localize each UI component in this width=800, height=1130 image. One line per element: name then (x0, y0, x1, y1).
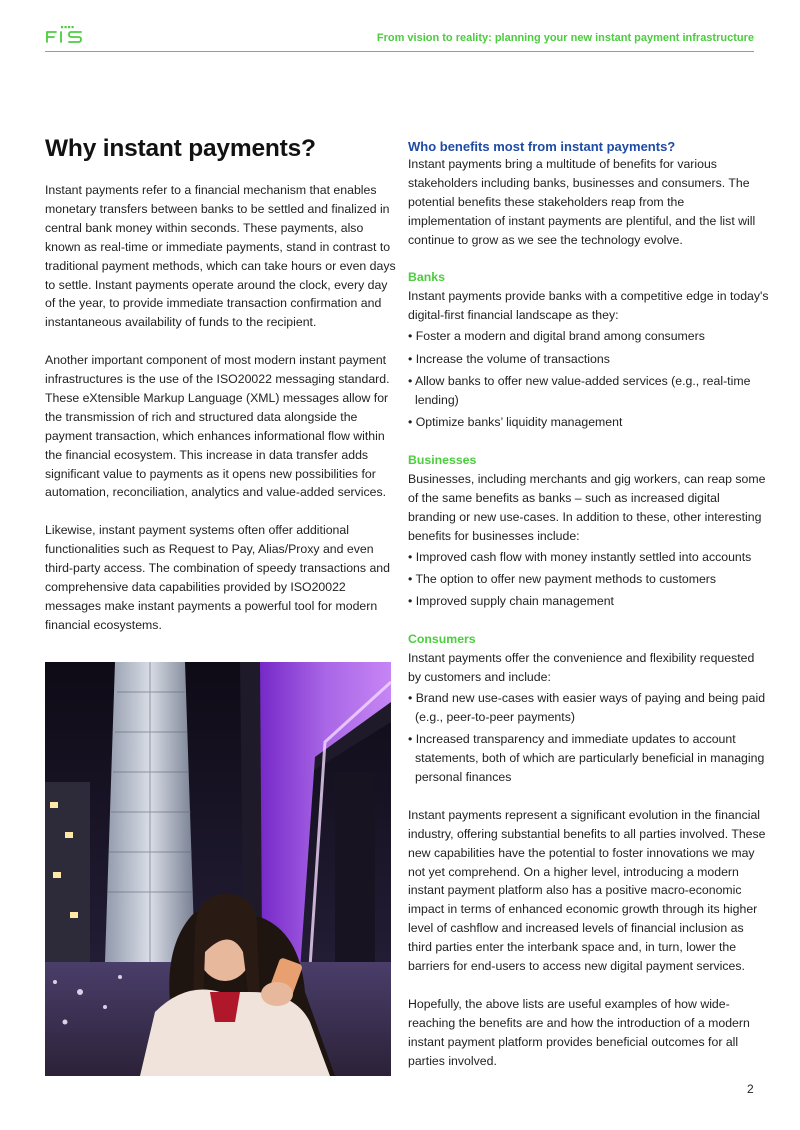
banks-text: Instant payments provide banks with a competitive edge in today's digital-first financial landscape as they: (408, 289, 769, 323)
consumers-list (408, 689, 770, 787)
page-number: 2 (747, 1082, 754, 1096)
header-title: From vision to reality: planning your new instant payment infrastructure (376, 32, 754, 44)
list-item: • Improved cash flow with money instantly settled into accounts (408, 548, 770, 567)
businesses-text: Businesses, including merchants and gig workers, can reap some of the same benefits as banks – such as increased digital branding or new use-cases. In addition to these, other interesting benefits for businesses include: (408, 471, 766, 543)
page-header (45, 24, 754, 52)
list-item: • Increased transparency and immediate updates to account statements, both of which are particularly beneficial in managing personal finances (408, 730, 770, 787)
list-item: • Improved supply chain management (408, 592, 770, 611)
intro-paragraph: Instant payments refer to a financial mechanism that enables monetary transfers between banks to be settled and finalized in central bank money within seconds. These payments, also known as real-time or immediate payments, stand in contrast to traditional payment methods, which can take hours or even days to settle. Instant payments operate around the clock, every day of the year, to provide immediate transaction confirmation and instantaneous availability of funds to the recipient. (45, 183, 396, 330)
consumers-text: Instant payments offer the convenience and flexibility requested by customers and include: (408, 651, 755, 685)
banks-list (408, 327, 770, 432)
conclusion-paragraph: Hopefully, the above lists are useful examples of how wide-reaching the benefits are and how the introduction of a modern instant payment platform provides beneficial outcomes for all parties involved. (408, 996, 750, 1068)
benefits-intro: Instant payments bring a multitude of benefits for various stakeholders including banks, businesses and consumers. The potential benefits these stakeholders reap from the implementation of instant payments are plentiful, and the list will continue to grow as we see the technology evolve. (408, 157, 756, 247)
businesses-list (408, 548, 770, 612)
main-column (45, 132, 397, 635)
fis-logo (45, 24, 85, 46)
benefits-heading: Who benefits most from instant payments? (408, 139, 676, 154)
functionalities-paragraph: Likewise, instant payment systems often offer additional functionalities such as Request to Pay, Alias/Proxy and even third-party access. The combination of speedy transactions and comprehensive data capabilities provided by ISO20022 messages make instant payments a powerful tool for modern financial ecosystems. (45, 523, 390, 632)
list-item: • Brand new use-cases with easier ways of paying and being paid (e.g., peer-to-peer payments) (408, 689, 770, 727)
iso20022-paragraph: Another important component of most modern instant payment infrastructures is the use of the ISO20022 messaging standard. These eXtensible Markup Language (XML) messages allow for the transmission of rich and structured data alongside the payment transaction, which enhances informational flow within the financial ecosystem. This increase in data transfer adds significant value to payments as it opens new possibilities for automation, reconciliation, analytics and value-added services. (45, 353, 390, 500)
city-photo (45, 662, 391, 1076)
list-item: • Foster a modern and digital brand among consumers (408, 327, 770, 346)
list-item: • Increase the volume of transactions (408, 350, 770, 369)
list-item: • Optimize banks’ liquidity management (408, 413, 770, 432)
consumers-heading: Consumers (408, 632, 476, 647)
evolution-paragraph: Instant payments represent a significant evolution in the financial industry, offering substantial benefits to all parties involved. These new capabilities have the potential to foster innovations we may not yet comprehend. On a higher level, introducing a modern instant payment platform also has a positive macro-economic impact in terms of enhanced economic growth through its higher level of cashflow and increased levels of financial inclusion as third parties enter the interbank space and, in turn, lower the barriers for end-users to access new digital payment services. (408, 807, 766, 974)
list-item: • Allow banks to offer new value-added services (e.g., real-time lending) (408, 372, 770, 410)
businesses-heading: Businesses (408, 453, 477, 468)
banks-heading: Banks (408, 270, 445, 285)
page-title: Why instant payments? (45, 135, 316, 162)
benefits-column (408, 138, 770, 1071)
list-item: • The option to offer new payment methods to customers (408, 570, 770, 589)
